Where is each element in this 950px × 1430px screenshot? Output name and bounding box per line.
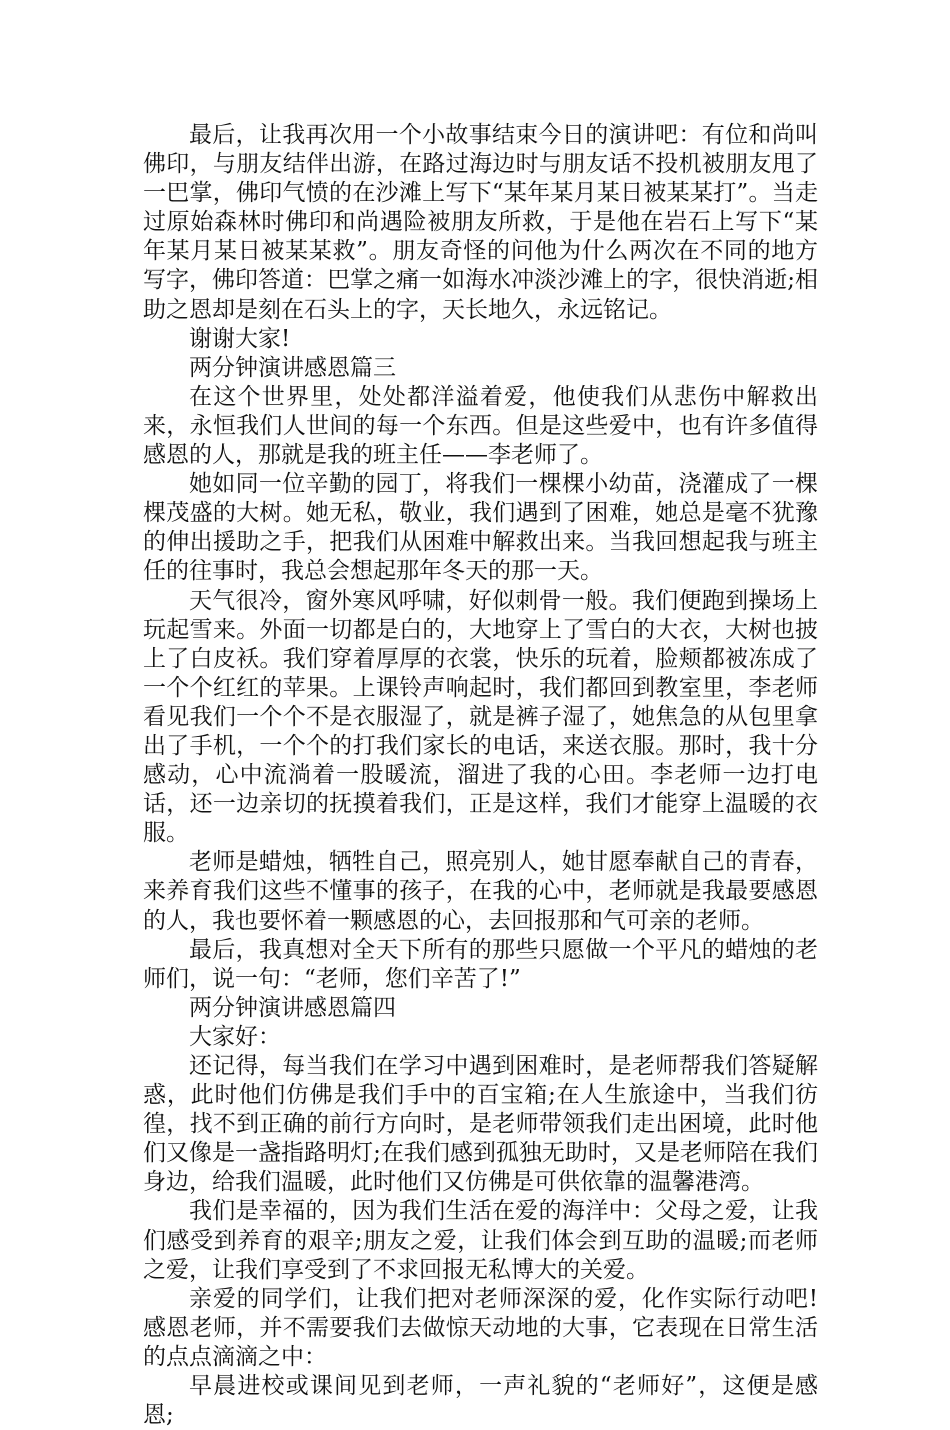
paragraph-snow-day: 天气很冷，窗外寒风呼啸，好似刺骨一般。我们便跑到操场上玩起雪来。外面一切都是白的，大地穿上了雪白的大衣，大树也披上了白皮袄。我们穿着厚厚的衣裳，快乐的玩着，脸颊都被冻成了一个个红红的苹果。上课铃声响起时，我们都回到教室里，李老师看见我们一个个不是衣服湿了，就是裤子湿了，她焦急的从包里拿出了手机，一个个的打我们家长的电话，来送衣服。那时，我十分感动，心中流淌着一股暖流，溜进了我的心田。李老师一边打电话，还一边亲切的抚摸着我们，正是这样，我们才能穿上温暖的衣服。 xyxy=(143,587,818,847)
paragraph-classmates: 亲爱的同学们，让我们把对老师深深的爱，化作实际行动吧!感恩老师，并不需要我们去做惊天动地的大事，它表现在日常生活的点点滴滴之中： xyxy=(143,1285,818,1370)
document-body xyxy=(143,121,818,1430)
paragraph-candle: 老师是蜡烛，牺牲自己，照亮别人，她甘愿奉献自己的青春，来养育我们这些不懂事的孩子，在我的心中，老师就是我最要感恩的人，我也要怀着一颗感恩的心，去回报那和气可亲的老师。 xyxy=(143,849,818,934)
paragraph-love-world: 在这个世界里，处处都洋溢着爱，他使我们从悲伤中解救出来，永恒我们人世间的每一个东西。但是这些爱中，也有许多值得感恩的人，那就是我的班主任——李老师了。 xyxy=(143,383,818,469)
section-heading-4: 两分钟演讲感恩篇四 xyxy=(189,994,396,1021)
paragraph-thanks: 谢谢大家! xyxy=(189,325,291,352)
paragraph-gardener: 她如同一位辛勤的园丁，将我们一棵棵小幼苗，浇灌成了一棵棵茂盛的大树。她无私，敬业，我们遇到了困难，她总是毫不犹豫的伸出援助之手，把我们从困难中解救出来。当我回想起我与班主任的往事时，我总会想起那年冬天的那一天。 xyxy=(143,471,818,585)
paragraph-remember: 还记得，每当我们在学习中遇到困难时，是老师帮我们答疑解惑，此时他们仿佛是我们手中的百宝箱;在人生旅途中，当我们彷徨，找不到正确的前行方向时，是老师带领我们走出困境，此时他们又像是一盏指路明灯;在我们感到孤独无助时，又是老师陪在我们身边，给我们温暖，此时他们又仿佛是可供依靠的温馨港湾。 xyxy=(143,1053,818,1196)
section-heading-3: 两分钟演讲感恩篇三 xyxy=(189,354,396,381)
paragraph-morning: 早晨进校或课间见到老师，一声礼貌的“老师好”，这便是感恩; xyxy=(143,1373,818,1429)
paragraph-final-words: 最后，我真想对全天下所有的那些只愿做一个平凡的蜡烛的老师们，说一句：“老师，您们辛苦了!” xyxy=(143,936,818,992)
paragraph-closing-story: 最后，让我再次用一个小故事结束今日的演讲吧：有位和尚叫佛印，与朋友结伴出游，在路过海边时与朋友话不投机被朋友甩了一巴掌，佛印气愤的在沙滩上写下“某年某月某日被某某打”。当走过原始森林时佛印和尚遇险被朋友所救，于是他在岩石上写下“某年某月某日被某某救”。朋友奇怪的问他为什么两次在不同的地方写字，佛印答道：巴掌之痛一如海水冲淡沙滩上的字，很快消逝;相助之恩却是刻在石头上的字，天长地久，永远铭记。 xyxy=(143,122,818,323)
paragraph-greeting: 大家好： xyxy=(189,1023,281,1050)
paragraph-happiness: 我们是幸福的，因为我们生活在爱的海洋中：父母之爱，让我们感受到养育的艰辛;朋友之爱，让我们体会到互助的温暖;而老师之爱，让我们享受到了不求回报无私博大的关爱。 xyxy=(143,1198,818,1283)
